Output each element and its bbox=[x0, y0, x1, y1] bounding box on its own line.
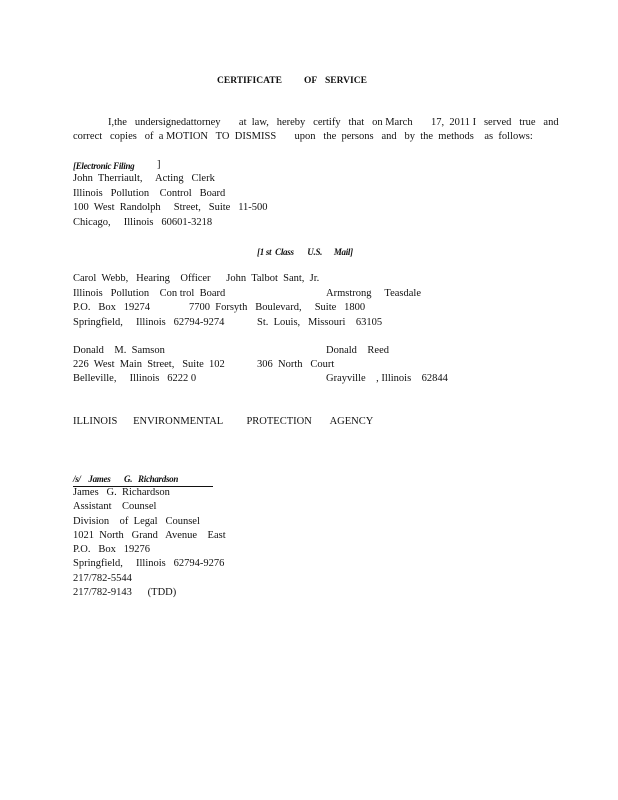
recipient-row-5-right: Donald Reed bbox=[326, 345, 389, 356]
recipient-row-1: Carol Webb, Hearing Officer John Talbot Sant, Jr. bbox=[73, 273, 320, 284]
signer-pobox: P.O. Box 19276 bbox=[73, 544, 151, 555]
recipient-row-7-right: Grayville , Illinois 62844 bbox=[326, 373, 448, 384]
recipient-row-6-left: 226 West Main Street, Suite 102 bbox=[73, 359, 225, 370]
electronic-filing-label: [Electronic Filing bbox=[73, 161, 135, 171]
recipient-row-4-right: St. Louis, Missouri 63105 bbox=[257, 317, 383, 328]
electronic-filing-bracket: ] bbox=[157, 159, 161, 170]
recipient-row-7-left: Belleville, Illinois 6222 0 bbox=[73, 373, 197, 384]
intro-line-2: correct copies of a MOTION TO DISMISS upon the persons and by the methods as follows: bbox=[73, 131, 533, 142]
intro-line-1: I,the undersignedattorney at law, hereby certify that on March 17, 2011 I served true and bbox=[108, 117, 559, 128]
recipient-row-4-left: Springfield, Illinois 62794-9274 bbox=[73, 317, 225, 328]
signer-phone: 217/782-5544 bbox=[73, 573, 132, 584]
recipient-row-2-left: Illinois Pollution Con trol Board bbox=[73, 288, 226, 299]
signer-name: James G. Richardson bbox=[73, 487, 170, 498]
recipient-row-2-right: Armstrong Teasdale bbox=[326, 288, 422, 299]
clerk-board: Illinois Pollution Control Board bbox=[73, 188, 226, 199]
title-certificate: CERTIFICATE bbox=[217, 76, 282, 86]
recipient-row-5-left: Donald M. Samson bbox=[73, 345, 165, 356]
signer-division: Division of Legal Counsel bbox=[73, 516, 200, 527]
clerk-city: Chicago, Illinois 60601-3218 bbox=[73, 217, 213, 228]
title-of: OF bbox=[304, 76, 318, 86]
title-service: SERVICE bbox=[325, 76, 367, 86]
clerk-name: John Therriault, Acting Clerk bbox=[73, 173, 215, 184]
signer-tdd: 217/782-9143 (TDD) bbox=[73, 587, 177, 598]
agency-name: ILLINOIS ENVIRONMENTAL PROTECTION AGENCY bbox=[73, 416, 374, 427]
mail-heading: [1 st Class U.S. Mail] bbox=[257, 247, 353, 257]
recipient-row-3-left: P.O. Box 19274 bbox=[73, 302, 151, 313]
signer-street: 1021 North Grand Avenue East bbox=[73, 530, 226, 541]
signer-city: Springfield, Illinois 62794-9276 bbox=[73, 558, 225, 569]
signature-text: /s/ James G. Richardson bbox=[73, 474, 179, 484]
recipient-row-3-right: 7700 Forsyth Boulevard, Suite 1800 bbox=[189, 302, 366, 313]
clerk-street: 100 West Randolph Street, Suite 11-500 bbox=[73, 202, 268, 213]
signer-title: Assistant Counsel bbox=[73, 501, 157, 512]
recipient-row-6-mid: 306 North Court bbox=[257, 359, 335, 370]
